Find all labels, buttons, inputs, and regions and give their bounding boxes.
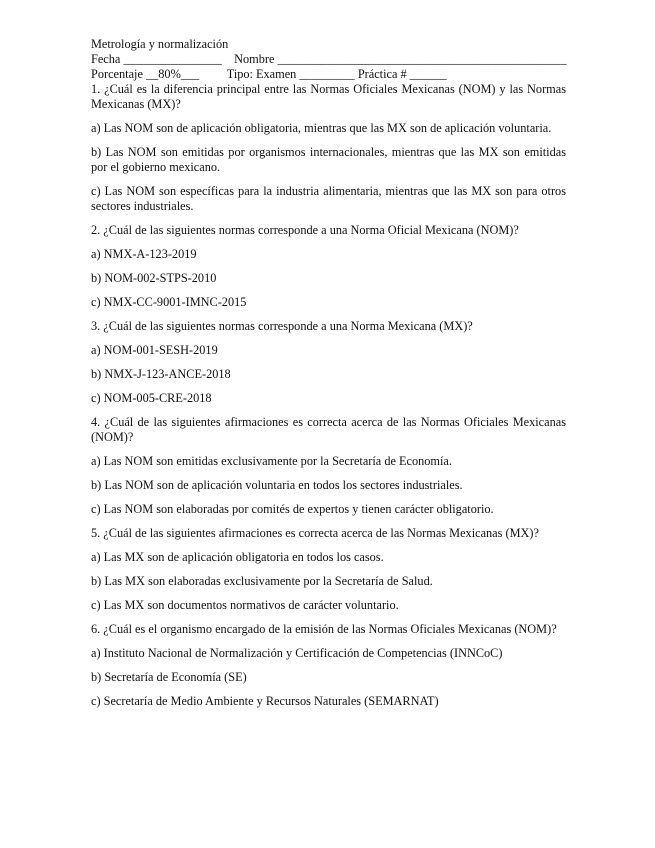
option-a: a) Instituto Nacional de Normalización y Certificación de Competencias (INNCoC) — [91, 646, 503, 660]
option-a: a) Las NOM son de aplicación obligatoria, mientras que las MX son de aplicación voluntaria. — [91, 121, 552, 135]
question-3 — [91, 319, 566, 406]
fecha-blank: ________________ — [123, 52, 222, 66]
tipo-blank: _________ — [299, 67, 355, 81]
nombre-blank: _______________________________________________ — [277, 52, 567, 66]
question-1 — [91, 82, 566, 214]
option-b: b) Las MX son elaboradas exclusivamente por la Secretaría de Salud. — [91, 574, 433, 588]
option-b: b) Secretaría de Economía (SE) — [91, 670, 247, 684]
question-5 — [91, 526, 566, 613]
option-b: b) NMX-J-123-ANCE-2018 — [91, 367, 231, 381]
practica-label: Práctica # — [357, 67, 407, 81]
question-text: 2. ¿Cuál de las siguientes normas corresponde a una Norma Oficial Mexicana (NOM)? — [91, 223, 519, 237]
option-c: c) NOM-005-CRE-2018 — [91, 391, 212, 405]
tipo-label: Tipo: Examen — [226, 67, 297, 81]
practica-blank: ______ — [409, 67, 447, 81]
option-a: a) NMX-A-123-2019 — [91, 247, 197, 261]
question-2 — [91, 223, 566, 310]
porcentaje-value: __80%___ — [145, 67, 200, 81]
fecha-nombre-line — [91, 52, 566, 67]
option-b: b) NOM-002-STPS-2010 — [91, 271, 217, 285]
question-4 — [91, 415, 566, 517]
question-text: 3. ¿Cuál de las siguientes normas corresponde a una Norma Mexicana (MX)? — [91, 319, 473, 333]
question-text: 4. ¿Cuál de las siguientes afirmaciones es correcta acerca de las Normas Oficiales Mexicanas (NOM)? — [91, 415, 566, 444]
option-b: b) Las NOM son de aplicación voluntaria en todos los sectores industriales. — [91, 478, 463, 492]
nombre-label: Nombre — [234, 52, 275, 66]
exam-page — [91, 37, 566, 709]
question-text: 6. ¿Cuál es el organismo encargado de la emisión de las Normas Oficiales Mexicanas (NOM)? — [91, 622, 557, 636]
option-a: a) Las MX son de aplicación obligatoria en todos los casos. — [91, 550, 384, 564]
question-6 — [91, 622, 566, 709]
option-c: c) Las MX son documentos normativos de carácter voluntario. — [91, 598, 399, 612]
option-c: c) NMX-CC-9001-IMNC-2015 — [91, 295, 247, 309]
subject-title: Metrología y normalización — [91, 37, 229, 51]
question-text: 5. ¿Cuál de las siguientes afirmaciones es correcta acerca de las Normas Mexicanas (MX)? — [91, 526, 539, 540]
porcentaje-label: Porcentaje — [91, 67, 143, 81]
option-c: c) Las NOM son elaboradas por comités de expertos y tienen carácter obligatorio. — [91, 502, 494, 516]
question-text: 1. ¿Cuál es la diferencia principal entre las Normas Oficiales Mexicanas (NOM) y las Normas Mexicanas (MX)? — [91, 82, 566, 111]
option-a: a) Las NOM son emitidas exclusivamente por la Secretaría de Economía. — [91, 454, 452, 468]
porcentaje-line — [91, 67, 566, 82]
option-c: c) Secretaría de Medio Ambiente y Recursos Naturales (SEMARNAT) — [91, 694, 439, 708]
fecha-label: Fecha — [91, 52, 121, 66]
option-c: c) Las NOM son específicas para la industria alimentaria, mientras que las MX son para otros sectores industriales. — [91, 184, 566, 213]
option-b: b) Las NOM son emitidas por organismos internacionales, mientras que las MX son emitidas por el gobierno mexicano. — [91, 145, 566, 174]
option-a: a) NOM-001-SESH-2019 — [91, 343, 218, 357]
